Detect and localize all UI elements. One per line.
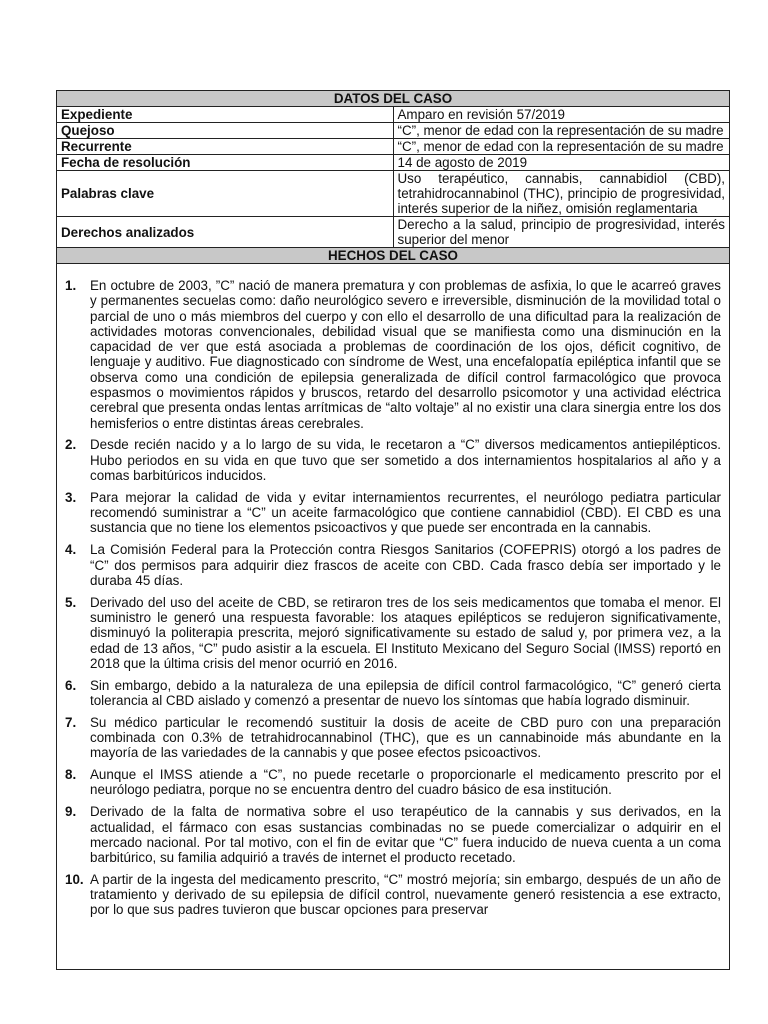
list-item — [65, 678, 721, 709]
row-label-fecha: Fecha de resolución — [57, 155, 394, 171]
table-row — [57, 107, 730, 123]
item-text: En octubre de 2003, ”C” nació de manera prematura y con problemas de asfixia, lo que le acarreó graves y permanentes secuelas como: daño neurológico severo e irreversible, disminución de la movilidad total o parcial de uno o más miembros del cuerpo y con ello el desarrollo de una dificultad para la realización de actividades motoras convencionales, debilidad visual que se manifiesta como una disminución en la capacidad de ver que está asociada a problemas de coordinación de los ojos, déficit cognitivo, de lenguaje y auditivo. Fue diagnosticado con síndrome de West, una encefalopatía epiléptica infantil que se observa como una condición de epilepsia generalizada de difícil control farmacológico que provoca espasmos o movimientos rápidos y bruscos, retardo del desarrollo psicomotor y una actividad eléctrica cerebral que presenta ondas lentas arrítmicas de “alto voltaje” al no existir una clara sinergia entre los dos hemisferios o entre distintas áreas cerebrales. — [90, 278, 721, 431]
item-number: 9. — [65, 804, 77, 820]
item-text: Desde recién nacido y a lo largo de su vida, le recetaron a “C” diversos medicamentos antiepilépticos. Hubo periodos en su vida en que tuvo que ser sometido a dos internamientos hospitalarios al año y a comas barbitúricos inducidos. — [90, 437, 721, 484]
table-row — [57, 155, 730, 171]
item-number: 2. — [65, 437, 77, 453]
table-row — [57, 123, 730, 139]
facts-section — [56, 264, 730, 970]
list-item — [65, 804, 721, 865]
row-value-fecha: 14 de agosto de 2019 — [393, 155, 730, 171]
item-text: Derivado del uso del aceite de CBD, se retiraron tres de los seis medicamentos que tomaba el menor. El suministro le generó una respuesta favorable: los ataques epilépticos se redujeron significativamente, disminuyó la politerapia prescrita, mejoró significativamente su estado de salud y, por primera vez, a la edad de 13 años, “C” pudo asistir a la escuela. El Instituto Mexicano del Seguro Social (IMSS) reportó en 2018 que la última crisis del menor ocurrió en 2016. — [90, 594, 721, 671]
case-data-table — [56, 90, 730, 264]
list-item — [65, 542, 721, 588]
list-item — [65, 437, 721, 483]
item-number: 3. — [65, 489, 77, 505]
list-item — [65, 278, 721, 431]
item-number: 7. — [65, 714, 77, 730]
item-number: 4. — [65, 542, 77, 558]
list-item — [65, 715, 721, 761]
row-label-palabras-clave: Palabras clave — [57, 171, 394, 217]
row-value-quejoso: “C”, menor de edad con la representación de su madre — [393, 123, 730, 139]
list-item — [65, 595, 721, 671]
row-label-derechos: Derechos analizados — [57, 217, 394, 248]
list-item — [65, 490, 721, 536]
item-text: Derivado de la falta de normativa sobre el uso terapéutico de la cannabis y sus derivados, en la actualidad, el fármaco con esas sustancias combinadas no se puede comercializar o adquirir en el mercado nacional. Por tal motivo, con el fin de evitar que “C” fuera inducido de nueva cuenta a un coma barbitúrico, su familia adquirió a través de internet el producto recetado. — [90, 804, 721, 866]
row-label-quejoso: Quejoso — [57, 123, 394, 139]
list-item — [65, 872, 721, 918]
facts-header: HECHOS DEL CASO — [57, 248, 730, 264]
list-item — [65, 767, 721, 798]
facts-list — [65, 278, 721, 918]
table-row — [57, 171, 730, 217]
item-number: 8. — [65, 767, 77, 783]
row-value-palabras-clave: Uso terapéutico, cannabis, cannabidiol (CBD), tetrahidrocannabinol (THC), principio de progresividad, interés superior de la niñez, omisión reglamentaria — [393, 171, 730, 217]
item-text: Su médico particular le recomendó sustituir la dosis de aceite de CBD puro con una preparación combinada con 0.3% de tetrahidrocannabinol (THC), que es un cannabinoide más abundante en la mayoría de las variedades de la cannabis y que posee efectos psicoactivos. — [90, 714, 721, 761]
row-value-expediente: Amparo en revisión 57/2019 — [393, 107, 730, 123]
item-text: Sin embargo, debido a la naturaleza de una epilepsia de difícil control farmacológico, “C” generó cierta tolerancia al CBD aislado y comenzó a presentar de nuevo los síntomas que había logrado disminuir. — [90, 677, 721, 708]
item-number: 10. — [65, 871, 84, 887]
item-text: La Comisión Federal para la Protección contra Riesgos Sanitarios (COFEPRIS) otorgó a los padres de “C” dos permisos para adquirir diez frascos de aceite con CBD. Cada frasco debía ser importado y le duraba 45 días. — [90, 542, 721, 588]
row-value-derechos: Derecho a la salud, principio de progresividad, interés superior del menor — [393, 217, 730, 248]
item-number: 6. — [65, 677, 77, 693]
document-page — [56, 90, 730, 970]
row-label-recurrente: Recurrente — [57, 139, 394, 155]
case-data-header: DATOS DEL CASO — [57, 91, 730, 107]
item-number: 5. — [65, 594, 77, 610]
table-row — [57, 139, 730, 155]
row-value-recurrente: “C”, menor de edad con la representación de su madre — [393, 139, 730, 155]
item-text: Aunque el IMSS atiende a “C”, no puede recetarle o proporcionarle el medicamento prescrito por el neurólogo pediatra, porque no se encuentra dentro del cuadro básico de esa institución. — [90, 767, 721, 798]
table-row — [57, 217, 730, 248]
item-number: 1. — [65, 278, 77, 293]
item-text: A partir de la ingesta del medicamento prescrito, “C” mostró mejoría; sin embargo, después de un año de tratamiento y derivado de su epilepsia de difícil control, nuevamente generó resistencia a ese extracto, por lo que sus padres tuvieron que buscar opciones para preservar — [90, 871, 721, 918]
row-label-expediente: Expediente — [57, 107, 394, 123]
item-text: Para mejorar la calidad de vida y evitar internamientos recurrentes, el neurólogo pediatra particular recomendó suministrar a “C” un aceite farmacológico que contiene cannabidiol (CBD). El CBD es una sustancia que no tiene los elementos psicoactivos y que puede ser encontrada en la cannabis. — [90, 489, 721, 536]
